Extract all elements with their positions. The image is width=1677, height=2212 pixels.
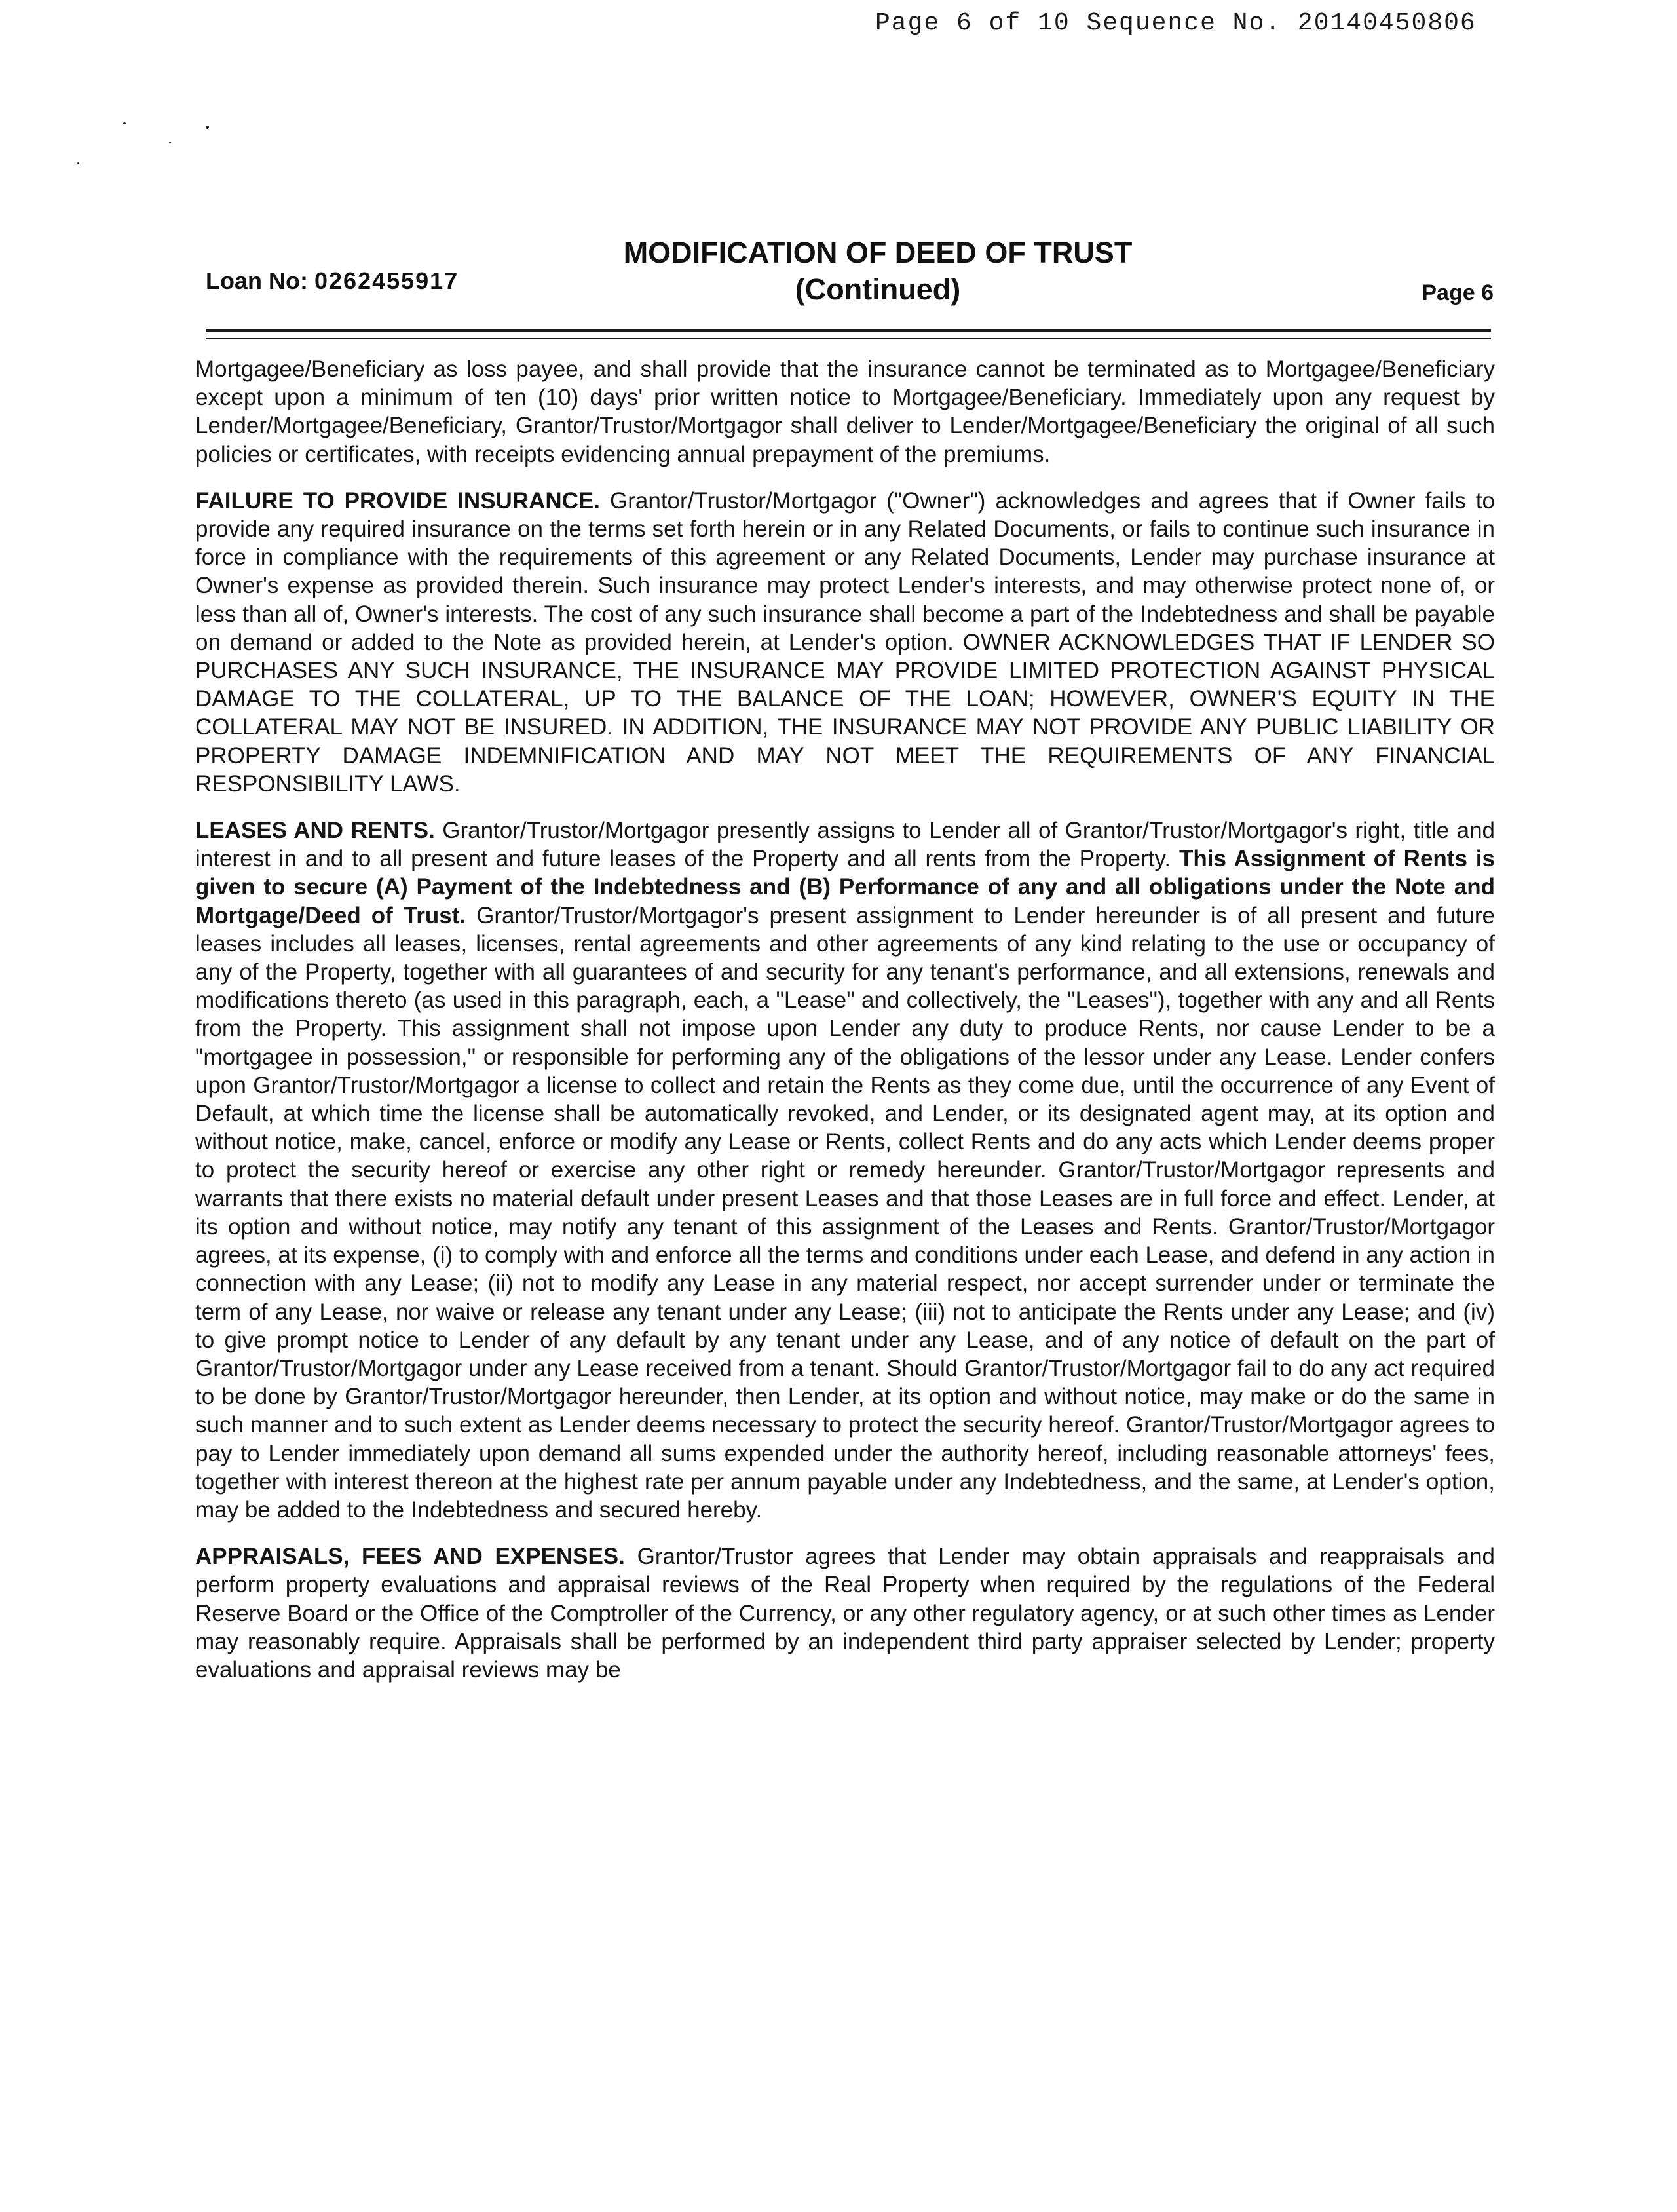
leases-body-1: Grantor/Trustor/Mortgagor presently assigns to Lender all of Grantor/Trustor/Mortgagor's right, title and interest in and to all present and future leases of the Property and all rents from the Property.	[195, 818, 1495, 872]
header-rule-bottom	[206, 338, 1491, 339]
leases-heading: LEASES AND RENTS.	[195, 818, 435, 844]
scan-speck	[123, 122, 126, 124]
title-continued: (Continued)	[795, 273, 961, 306]
loan-number-label: Loan No:	[206, 267, 308, 294]
page-number: Page 6	[1422, 280, 1494, 305]
paragraph-appraisals-fees-expenses	[195, 1542, 1495, 1684]
appraisals-body: Grantor/Trustor agrees that Lender may obtain appraisals and reappraisals and perform property evaluations and appraisal reviews of the Real Property when required by the regulations of the Federal Reserve Board or the Office of the Comptroller of the Currency, or any other regulatory agency, or at such other times as Lender may reasonably require. Appraisals shall be performed by an independent third party appraiser selected by Lender; property evaluations and appraisal reviews may be	[195, 1544, 1496, 1683]
insurance-continued-text: Mortgagee/Beneficiary as loss payee, and shall provide that the insurance cannot be terminated as to Mortgagee/Beneficiary except upon a minimum of ten (10) days' prior written notice to Mortgagee/Beneficiary. Immediately upon any request by Lender/Mortgagee/Beneficiary, Grantor/Trustor/Mortgagor shall deliver to Lender/Mortgagee/Beneficiary the original of all such policies or certificates, with receipts evidencing annual prepayment of the premiums.	[195, 356, 1495, 467]
appraisals-heading: APPRAISALS, FEES AND EXPENSES.	[195, 1544, 625, 1570]
fax-transmission-header: Page 6 of 10 Sequence No. 20140450806	[875, 9, 1477, 37]
document-body	[195, 355, 1495, 1702]
paragraph-failure-to-provide-insurance	[195, 487, 1495, 798]
loan-number-value: 0262455917	[314, 267, 459, 294]
scan-speck	[77, 162, 79, 164]
document-title	[537, 235, 1218, 308]
paragraph-insurance-continued	[195, 355, 1495, 468]
header-rule-top	[206, 329, 1491, 332]
failure-body: Grantor/Trustor/Mortgagor ("Owner") acknowledges and agrees that if Owner fails to provide any required insurance on the terms set forth herein or in any Related Documents, or fails to continue such insurance in force in compliance with the requirements of this agreement or any Related Documents, Lender may purchase insurance at Owner's expense as provided therein. Such insurance may protect Lender's interests, and may otherwise protect none of, or less than all of, Owner's interests. The cost of any such insurance shall become a part of the Indebtedness and shall be payable on demand or added to the Note as provided herein, at Lender's option. OWNER ACKNOWLEDGES THAT IF LENDER SO PURCHASES ANY SUCH INSURANCE, THE INSURANCE MAY PROVIDE LIMITED PROTECTION AGAINST PHYSICAL DAMAGE TO THE COLLATERAL, UP TO THE BALANCE OF THE LOAN; HOWEVER, OWNER'S EQUITY IN THE COLLATERAL MAY NOT BE INSURED. IN ADDITION, THE INSURANCE MAY NOT PROVIDE ANY PUBLIC LIABILITY OR PROPERTY DAMAGE INDEMNIFICATION AND MAY NOT MEET THE REQUIREMENTS OF ANY FINANCIAL RESPONSIBILITY LAWS.	[195, 487, 1495, 797]
scan-speck	[169, 142, 171, 143]
failure-heading: FAILURE TO PROVIDE INSURANCE.	[195, 487, 601, 514]
loan-number-block	[206, 267, 459, 295]
title-main: MODIFICATION OF DEED OF TRUST	[623, 236, 1133, 269]
leases-emphasis: This Assignment of Rents is given to secure (A) Payment of the Indebtedness and (B) Performance of any and all obligations under the Note and Mortgage/Deed of Trust.	[195, 846, 1495, 928]
paragraph-leases-and-rents	[195, 816, 1495, 1524]
scan-speck	[206, 126, 209, 129]
leases-body-2: Grantor/Trustor/Mortgagor's present assignment to Lender hereunder is of all present and future leases includes all leases, licenses, rental agreements and other agreements of any kind relating to the use or occupancy of any of the Property, together with all guarantees of and security for any tenant's performance, and all extensions, renewals and modifications thereto (as used in this paragraph, each, a "Lease" and collectively, the "Leases"), together with any and all Rents from the Property. This assignment shall not impose upon Lender any duty to produce Rents, nor cause Lender to be a "mortgagee in possession," or responsible for performing any of the obligations of the lessor under any Lease. Lender confers upon Grantor/Trustor/Mortgagor a license to collect and retain the Rents as they come due, until the occurrence of any Event of Default, at which time the license shall be automatically revoked, and Lender, or its designated agent may, at its option and without notice, make, cancel, enforce or modify any Lease or Rents, collect Rents and do any acts which Lender deems proper to protect the security hereof or exercise any other right or remedy hereunder. Grantor/Trustor/Mortgagor represents and warrants that there exists no material default under present Leases and that those Leases are in full force and effect. Lender, at its option and without notice, may notify any tenant of this assignment of the Leases and Rents. Grantor/Trustor/Mortgagor agrees, at its expense, (i) to comply with and enforce all the terms and conditions under each Lease, and defend in any action in connection with any Lease; (ii) not to modify any Lease in any material respect, nor accept surrender under or terminate the term of any Lease, nor waive or release any tenant under any Lease; (iii) not to anticipate the Rents under any Lease; and (iv) to give prompt notice to Lender of any default by any tenant under any Lease, and of any notice of default on the part of Grantor/Trustor/Mortgagor under any Lease received from a tenant. Should Grantor/Trustor/Mortgagor fail to do any act required to be done by Grantor/Trustor/Mortgagor hereunder, then Lender, at its option and without notice, may make or do the same in such manner and to such extent as Lender deems necessary to protect the security hereof. Grantor/Trustor/Mortgagor agrees to pay to Lender immediately upon demand all sums expended under the authority hereof, including reasonable attorneys' fees, together with interest thereon at the highest rate per annum payable under any Indebtedness, and the same, at Lender's option, may be added to the Indebtedness and secured hereby.	[195, 902, 1495, 1523]
